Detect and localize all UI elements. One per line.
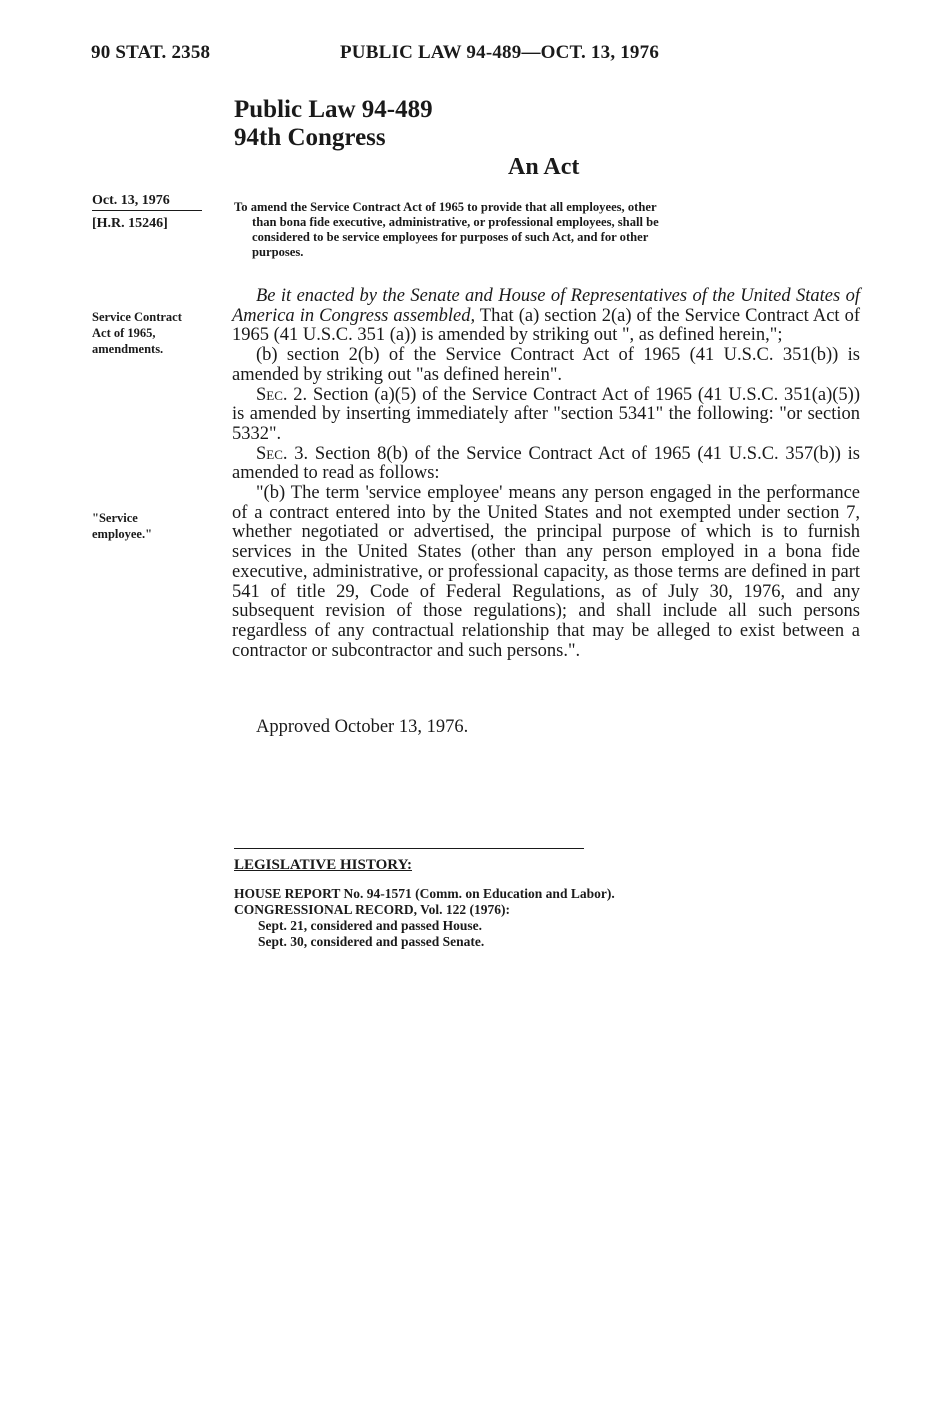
margin-note-service-employee: "Service employee." xyxy=(92,511,153,541)
purpose-line: than bona fide executive, administrative, or professional employees, shall be xyxy=(252,215,659,229)
margin-note-amendments: Service Contract Act of 1965, amendments. xyxy=(92,310,182,356)
purpose-line: purposes. xyxy=(252,245,304,259)
history-entry-senate: Sept. 30, considered and passed Senate. xyxy=(258,934,485,949)
act-body xyxy=(232,287,860,661)
house-report: HOUSE REPORT No. 94-1571 (Comm. on Education and Labor). xyxy=(234,886,615,901)
paragraph-b: (b) section 2(b) of the Service Contract Act of 1965 (41 U.S.C. 351(b)) is amended by striking out "as defined herein". xyxy=(232,345,860,385)
margin-date: Oct. 13, 1976 xyxy=(92,193,170,208)
section-3: Sec. 3. Section 8(b) of the Service Contract Act of 1965 (41 U.S.C. 357(b)) is amended to read as follows: xyxy=(232,443,860,484)
history-entry-house: Sept. 21, considered and passed House. xyxy=(258,918,483,933)
legislative-history-title: LEGISLATIVE HISTORY: xyxy=(234,857,413,873)
purpose-clause xyxy=(234,200,861,260)
approval-date: Approved October 13, 1976. xyxy=(256,717,469,737)
an-act-heading: An Act xyxy=(508,154,580,180)
page-stat-header: 90 STAT. 2358 xyxy=(91,42,211,63)
margin-date-rule xyxy=(92,210,202,211)
margin-bill-number: [H.R. 15246] xyxy=(92,216,168,231)
section-2: Sec. 2. Section (a)(5) of the Service Contract Act of 1965 (41 U.S.C. 351(a)(5)) is amended by inserting immediately after "section 5341" the following: "or section 5332". xyxy=(232,384,860,444)
law-title-block xyxy=(234,96,433,152)
enacting-clause: Be it enacted by the Senate and House of Representatives of the United States of America in Congress assembled, That (a) section 2(a) of the Service Contract Act of 1965 (41 U.S.C. 351 (a)) is amended by striking out ", as defined herein,"; xyxy=(232,286,860,346)
page-law-date-header: PUBLIC LAW 94-489—OCT. 13, 1976 xyxy=(340,42,660,63)
purpose-line: To amend the Service Contract Act of 1965 to provide that all employees, other xyxy=(234,200,657,214)
law-number: Public Law 94-489 xyxy=(234,96,433,123)
congressional-record: CONGRESSIONAL RECORD, Vol. 122 (1976): xyxy=(234,902,511,917)
purpose-line: considered to be service employees for purposes of such Act, and for other xyxy=(252,230,649,244)
history-divider xyxy=(234,848,584,849)
service-employee-definition: "(b) The term 'service employee' means any person engaged in the performance of a contract entered into by the United States and not exempted under section 7, whether negotiated or advertised, the principal purpose of which is to furnish services in the United States (other than any person employed in a bona fide executive, administrative, or professional capacity, as those terms are defined in part 541 of title 29, Code of Federal Regulations, as of July 30, 1976, and any subsequent revision of those regulations); and shall include all such persons regardless of any contractual relationship that may be alleged to exist between a contractor or subcontractor and such persons.". xyxy=(232,483,860,661)
congress-number: 94th Congress xyxy=(234,124,386,151)
legislative-history-entries xyxy=(234,886,615,950)
